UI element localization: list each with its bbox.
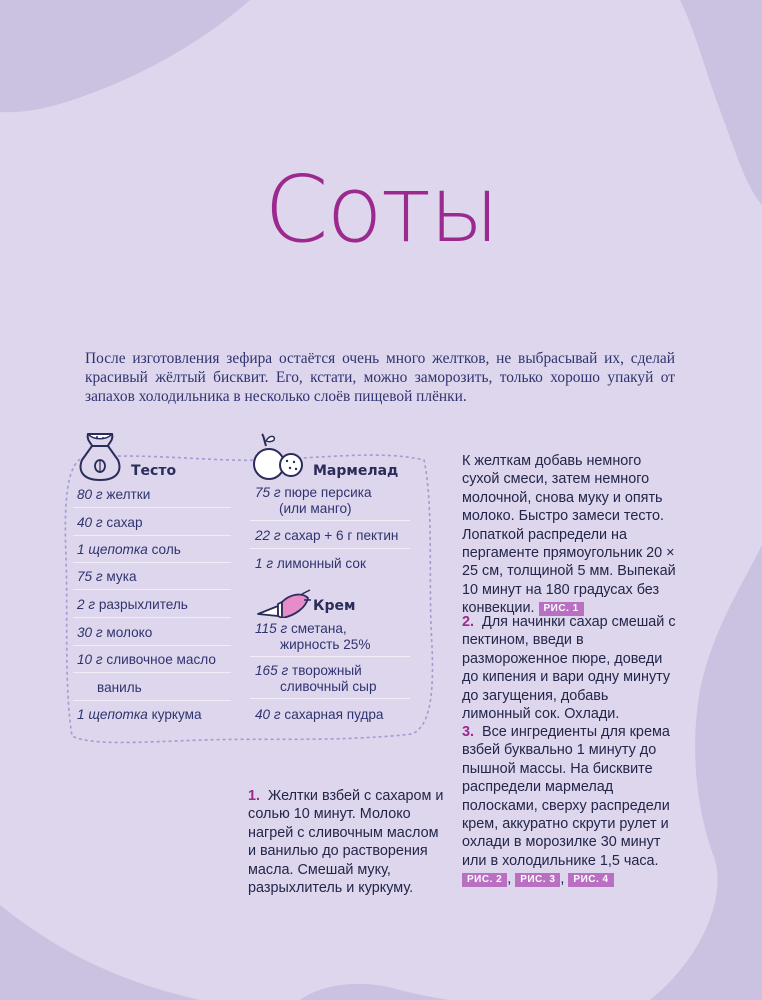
- piping-bag-icon: [254, 588, 312, 618]
- intro-text: После изготовления зефира остаётся очень много желтков, не выбрасывай их, сделай красивый жёлтый бисквит. Его, кстати, можно заморозить, только хорошо упакуй от запахов холодильника в несколько слоёв пищевой плёнки.: [85, 350, 675, 405]
- ingredient-item: 22 г сахар + 6 г пектин: [255, 528, 399, 543]
- ingredient-item: 40 г сахарная пудра: [255, 707, 384, 722]
- flour-sack-icon: [74, 430, 126, 484]
- ingredient-item: 1 г лимонный сок: [255, 556, 366, 571]
- ingredient-item: 1 щепотка соль: [77, 542, 181, 557]
- step-1-continued: К желткам добавь немного сухой смеси, затем немного молочной, снова муку и опять молоко. Быстро замеси тесто. Лопаткой распредели на пергаменте прямоугольник 20 × 25 см, толщиной 5 мм. Выпекай 10 минут на 180 градусах без конвекции. РИС. 1: [462, 453, 676, 617]
- divider: [73, 535, 231, 536]
- page-title: Соты: [264, 156, 498, 263]
- ingredient-item: 10 г сливочное масло: [77, 652, 216, 667]
- figure-ref-3[interactable]: РИС. 3: [515, 873, 560, 887]
- ingredient-item: 30 г молоко: [77, 625, 153, 640]
- figure-ref-2[interactable]: РИС. 2: [462, 873, 507, 887]
- fruit-icon: [250, 432, 310, 484]
- ingredient-item: 165 г творожный сливочный сыр: [255, 663, 377, 694]
- divider: [73, 617, 231, 618]
- cream-section-title: Крем: [313, 598, 356, 614]
- figure-ref-1[interactable]: РИС. 1: [539, 602, 584, 616]
- divider: [73, 507, 231, 508]
- ingredient-item: 1 щепотка куркума: [77, 707, 202, 722]
- ingredient-item: 75 г мука: [77, 569, 137, 584]
- divider: [73, 562, 231, 563]
- ingredient-item: 80 г желтки: [77, 487, 151, 502]
- dough-section-title: Тесто: [131, 463, 177, 479]
- divider: [73, 645, 231, 646]
- ingredient-item: 115 г сметана, жирность 25%: [255, 621, 371, 652]
- divider: [73, 589, 231, 590]
- step-2: 2. Для начинки сахар смешай с пектином, введи в размороженное пюре, доведи до кипения и вари одну минуту до загущения, добавь лимонный сок. Охлади.: [462, 614, 676, 723]
- divider: [73, 672, 231, 673]
- divider: [250, 520, 410, 521]
- step-3: 3. Все ингредиенты для крема взбей буквально 1 минуту до пышной массы. На бисквите распредели мармелад полосками, сверху распредели крем, аккуратно скрути рулет и охлади в морозилке 30 минут или в холодильнике 1,5 часа. РИС. 2 , РИС. 3 , РИС. 4: [462, 724, 670, 888]
- figure-ref-4[interactable]: РИС. 4: [568, 873, 613, 887]
- divider: [250, 548, 410, 549]
- ingredient-item: 40 г сахар: [77, 515, 143, 530]
- divider: [73, 700, 231, 701]
- divider: [250, 656, 410, 657]
- step-1: 1. Желтки взбей с сахаром и солью 10 минут. Молоко нагрей с сливочным маслом и ванилью до растворения масла. Смешай муку, разрыхлитель и куркуму.: [248, 788, 444, 897]
- ingredient-item: 75 г пюре персика (или манго): [255, 485, 372, 516]
- ingredient-item: 2 г разрыхлитель: [77, 597, 188, 612]
- ingredient-item: ваниль: [97, 680, 142, 695]
- marmalade-section-title: Мармелад: [313, 463, 399, 479]
- divider: [250, 698, 410, 699]
